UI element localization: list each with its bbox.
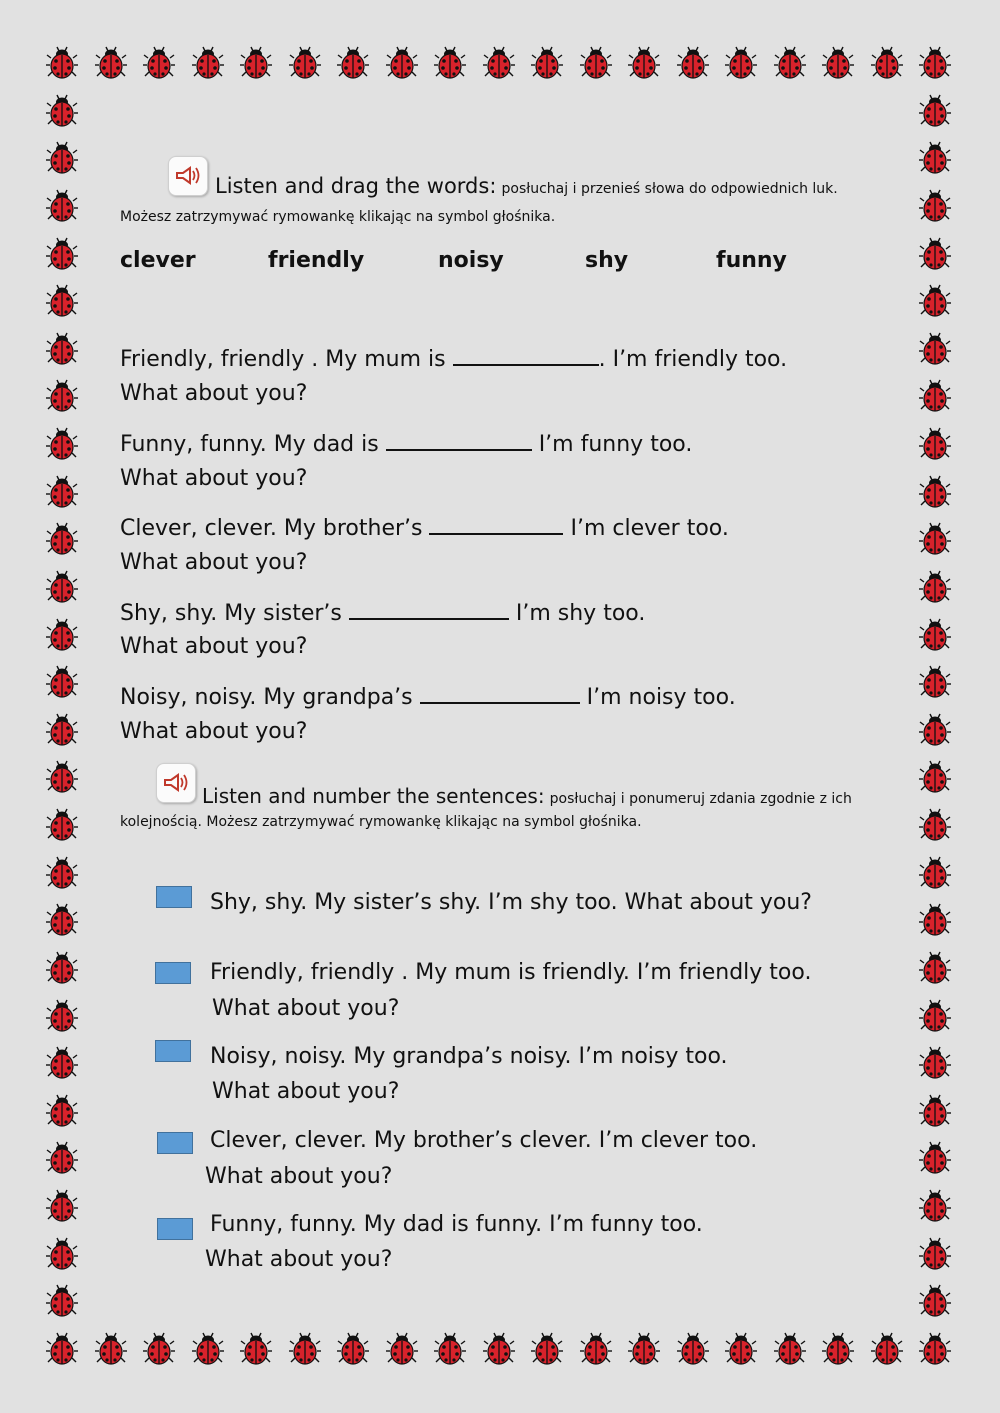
sentence-line: Funny, funny. My dad is funny. I’m funny too.: [210, 1212, 703, 1237]
sentence-line: What about you?: [212, 1079, 400, 1104]
rhyme-text: Shy, shy. My sister’s: [120, 601, 349, 626]
rhyme-text: I’m noisy too.: [579, 685, 736, 710]
rhyme-line: [120, 515, 729, 542]
rhyme-follow: What about you?: [120, 466, 308, 491]
section1-note: Możesz zatrzymywać rymowankę klikając na symbol głośnika.: [120, 209, 556, 225]
number-box[interactable]: [155, 1040, 191, 1062]
section2-note: kolejnością. Możesz zatrzymywać rymowankę klikając na symbol głośnika.: [120, 814, 642, 830]
rhyme-text: Funny, funny. My dad is: [120, 432, 386, 457]
number-box[interactable]: [156, 886, 192, 908]
section1-heading: [215, 174, 838, 198]
rhyme-follow: What about you?: [120, 381, 308, 406]
speaker-icon[interactable]: [156, 763, 196, 803]
rhyme-text: Friendly, friendly . My mum is: [120, 347, 453, 372]
word-funny[interactable]: funny: [716, 248, 787, 273]
sentence-line: Clever, clever. My brother’s clever. I’m clever too.: [210, 1128, 758, 1153]
heading-subtext: posłuchaj i ponumeruj zdania zgodnie z ich: [549, 791, 852, 807]
word-clever[interactable]: clever: [120, 248, 196, 273]
rhyme-line: [120, 431, 692, 458]
answer-blank[interactable]: [386, 431, 532, 451]
answer-blank[interactable]: [349, 600, 509, 620]
sentence-line: What about you?: [205, 1164, 393, 1189]
rhyme-line: [120, 600, 645, 627]
speaker-icon[interactable]: [168, 156, 208, 196]
rhyme-text: I’m shy too.: [508, 601, 646, 626]
sentence-line: What about you?: [212, 996, 400, 1021]
answer-blank[interactable]: [429, 515, 563, 535]
rhyme-text: I’m clever too.: [563, 516, 729, 541]
rhyme-text: Clever, clever. My brother’s: [120, 516, 430, 541]
rhyme-text: . I’m friendly too.: [598, 347, 788, 372]
section2-heading: [202, 784, 852, 808]
heading-text: Listen and drag the words:: [215, 174, 497, 198]
heading-text: Listen and number the sentences:: [202, 784, 545, 808]
number-box[interactable]: [157, 1218, 193, 1240]
answer-blank[interactable]: [453, 346, 599, 366]
rhyme-line: [120, 346, 787, 373]
heading-subtext: posłuchaj i przenieś słowa do odpowiednich luk.: [501, 181, 838, 197]
rhyme-follow: What about you?: [120, 550, 308, 575]
word-friendly[interactable]: friendly: [268, 248, 365, 273]
rhyme-follow: What about you?: [120, 719, 308, 744]
sentence-line: Noisy, noisy. My grandpa’s noisy. I’m noisy too.: [210, 1044, 728, 1069]
rhyme-follow: What about you?: [120, 634, 308, 659]
sentence-line: Friendly, friendly . My mum is friendly. I’m friendly too.: [210, 960, 812, 985]
rhyme-text: Noisy, noisy. My grandpa’s: [120, 685, 420, 710]
answer-blank[interactable]: [420, 684, 580, 704]
word-noisy[interactable]: noisy: [438, 248, 504, 273]
rhyme-text: I’m funny too.: [531, 432, 693, 457]
number-box[interactable]: [155, 962, 191, 984]
number-box[interactable]: [157, 1132, 193, 1154]
word-shy[interactable]: shy: [585, 248, 629, 273]
sentence-line: Shy, shy. My sister’s shy. I’m shy too. What about you?: [210, 890, 812, 915]
sentence-line: What about you?: [205, 1247, 393, 1272]
rhyme-line: [120, 684, 736, 711]
